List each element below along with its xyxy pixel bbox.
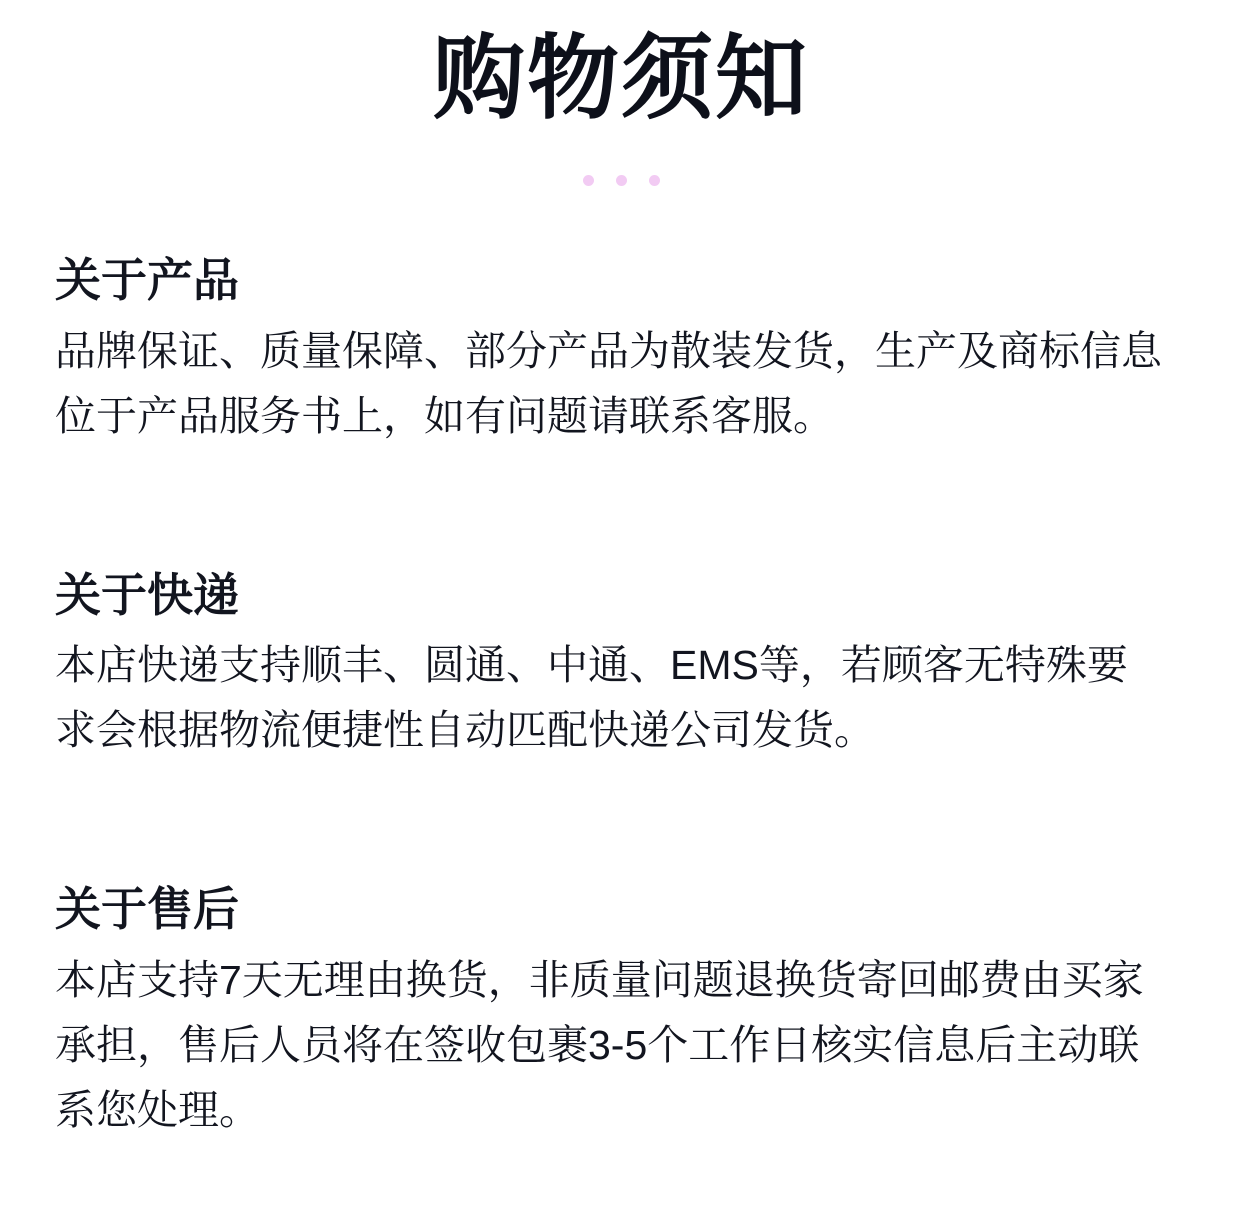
body-line: 系您处理。: [55, 1086, 260, 1133]
divider-dot-icon: [616, 175, 627, 186]
divider-dots: [0, 175, 1242, 186]
section-body: [55, 948, 1187, 1143]
section-about-product: [55, 252, 1187, 449]
divider-dot-icon: [649, 175, 660, 186]
section-heading: 关于快递: [55, 568, 239, 621]
page-title: 购物须知: [432, 28, 809, 130]
notice-content: [0, 252, 1242, 1143]
body-line: 本店支持7天无理由换货，非质量问题退换货寄回邮费由买家: [55, 956, 1144, 1003]
section-about-shipping: [55, 567, 1187, 764]
body-line: 位于产品服务书上，如有问题请联系客服。: [55, 392, 834, 439]
body-line: 品牌保证、质量保障、部分产品为散装发货，生产及商标信息: [55, 327, 1162, 374]
section-heading: 关于产品: [55, 254, 239, 307]
section-body: [55, 633, 1187, 763]
section-body: [55, 319, 1187, 449]
section-heading: 关于售后: [55, 883, 239, 936]
body-line: 承担，售后人员将在签收包裹3-5个工作日核实信息后主动联: [55, 1021, 1140, 1068]
divider-dot-icon: [583, 175, 594, 186]
body-line: 求会根据物流便捷性自动匹配快递公司发货。: [55, 707, 875, 754]
body-line: 本店快递支持顺丰、圆通、中通、EMS等，若顾客无特殊要: [55, 642, 1128, 689]
section-about-aftersale: [55, 881, 1187, 1143]
